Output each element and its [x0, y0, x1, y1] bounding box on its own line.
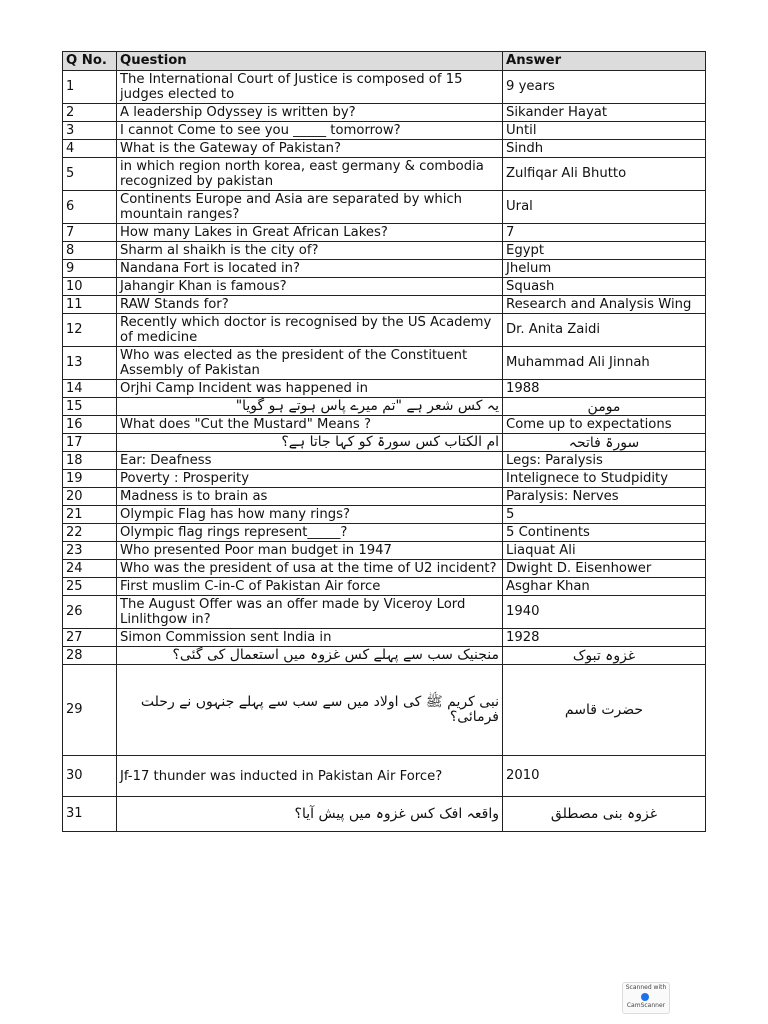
header-question: Question: [117, 52, 503, 71]
table-row: [63, 140, 706, 158]
cell-question: Sharm al shaikh is the city of?: [117, 242, 503, 260]
table-row: [63, 158, 706, 191]
cell-answer: Zulfiqar Ali Bhutto: [503, 158, 706, 191]
cell-question: Who presented Poor man budget in 1947: [117, 542, 503, 560]
cell-qno: 8: [63, 242, 117, 260]
cell-answer: غزوہ تبوک: [503, 647, 706, 665]
table-row: [63, 278, 706, 296]
table-row: [63, 470, 706, 488]
cell-qno: 23: [63, 542, 117, 560]
table-row: [63, 398, 706, 416]
cell-answer: سورۃ فاتحہ: [503, 434, 706, 452]
table-row: [63, 647, 706, 665]
table-row: [63, 71, 706, 104]
cell-qno: 2: [63, 104, 117, 122]
watermark-line1: Scanned with: [625, 984, 667, 991]
cell-answer: Sikander Hayat: [503, 104, 706, 122]
table-row: [63, 756, 706, 797]
qa-table: [62, 51, 706, 832]
table-row: [63, 224, 706, 242]
cell-question: Nandana Fort is located in?: [117, 260, 503, 278]
cell-answer: Asghar Khan: [503, 578, 706, 596]
cell-answer: Ural: [503, 191, 706, 224]
table-row: [63, 314, 706, 347]
cell-question: The International Court of Justice is composed of 15 judges elected to: [117, 71, 503, 104]
cell-question: Orjhi Camp Incident was happened in: [117, 380, 503, 398]
cell-qno: 12: [63, 314, 117, 347]
cell-question: Jahangir Khan is famous?: [117, 278, 503, 296]
table-row: [63, 797, 706, 832]
table-row: [63, 596, 706, 629]
table-row: [63, 560, 706, 578]
cell-question: Continents Europe and Asia are separated by which mountain ranges?: [117, 191, 503, 224]
cell-qno: 13: [63, 347, 117, 380]
cell-answer: Until: [503, 122, 706, 140]
cell-question: How many Lakes in Great African Lakes?: [117, 224, 503, 242]
cell-qno: 10: [63, 278, 117, 296]
cell-qno: 24: [63, 560, 117, 578]
cell-question: RAW Stands for?: [117, 296, 503, 314]
cell-answer: Intelignece to Studpidity: [503, 470, 706, 488]
table-row: [63, 452, 706, 470]
cell-question: منجنیک سب سے پہلے کس غزوہ میں استعمال کی گئی؟: [117, 647, 503, 665]
cell-answer: 1988: [503, 380, 706, 398]
table-row: [63, 629, 706, 647]
cell-question: Madness is to brain as: [117, 488, 503, 506]
cell-answer: 9 years: [503, 71, 706, 104]
table-row: [63, 524, 706, 542]
cell-qno: 15: [63, 398, 117, 416]
cell-question: Ear: Deafness: [117, 452, 503, 470]
cell-qno: 16: [63, 416, 117, 434]
header-qno: Q No.: [63, 52, 117, 71]
cell-question: Olympic flag rings represent_____?: [117, 524, 503, 542]
cell-answer: Muhammad Ali Jinnah: [503, 347, 706, 380]
cell-answer: Jhelum: [503, 260, 706, 278]
watermark-line2: CamScanner: [626, 1002, 666, 1009]
cell-answer: Research and Analysis Wing: [503, 296, 706, 314]
cell-answer: 5: [503, 506, 706, 524]
cell-question: What is the Gateway of Pakistan?: [117, 140, 503, 158]
cell-qno: 29: [63, 665, 117, 756]
table-row: [63, 296, 706, 314]
cell-question: Who was elected as the president of the Constituent Assembly of Pakistan: [117, 347, 503, 380]
cell-answer: Dr. Anita Zaidi: [503, 314, 706, 347]
table-row: [63, 122, 706, 140]
cell-qno: 20: [63, 488, 117, 506]
cell-question: Olympic Flag has how many rings?: [117, 506, 503, 524]
cell-answer: مومن: [503, 398, 706, 416]
table-row: [63, 506, 706, 524]
table-row: [63, 191, 706, 224]
cell-question: ام الکتاب کس سورۃ کو کہا جاتا ہے؟: [117, 434, 503, 452]
cell-answer: حضرت قاسم: [503, 665, 706, 756]
cell-answer: غزوہ بنی مصطلق: [503, 797, 706, 832]
camscanner-logo-icon: [641, 993, 649, 1001]
table-row: [63, 347, 706, 380]
cell-qno: 4: [63, 140, 117, 158]
cell-answer: 1928: [503, 629, 706, 647]
cell-question: یہ کس شعر ہے "تم میرے پاس ہوتے ہو گویا": [117, 398, 503, 416]
cell-answer: Legs: Paralysis: [503, 452, 706, 470]
cell-answer: 7: [503, 224, 706, 242]
cell-question: Jf-17 thunder was inducted in Pakistan Air Force?: [117, 756, 503, 797]
cell-answer: 2010: [503, 756, 706, 797]
cell-question: واقعہ افک کس غزوہ میں پیش آیا؟: [117, 797, 503, 832]
cell-answer: Paralysis: Nerves: [503, 488, 706, 506]
cell-question: Who was the president of usa at the time of U2 incident?: [117, 560, 503, 578]
table-row: [63, 416, 706, 434]
table-row: [63, 242, 706, 260]
cell-qno: 27: [63, 629, 117, 647]
cell-qno: 30: [63, 756, 117, 797]
table-row: [63, 434, 706, 452]
cell-question: First muslim C-in-C of Pakistan Air force: [117, 578, 503, 596]
cell-qno: 14: [63, 380, 117, 398]
table-row: [63, 578, 706, 596]
cell-qno: 19: [63, 470, 117, 488]
cell-qno: 11: [63, 296, 117, 314]
cell-question: The August Offer was an offer made by Viceroy Lord Linlithgow in?: [117, 596, 503, 629]
table-row: [63, 380, 706, 398]
header-row: [63, 52, 706, 71]
cell-question: in which region north korea, east germany & combodia recognized by pakistan: [117, 158, 503, 191]
cell-question: I cannot Come to see you _____ tomorrow?: [117, 122, 503, 140]
cell-qno: 6: [63, 191, 117, 224]
cell-qno: 21: [63, 506, 117, 524]
camscanner-watermark: [622, 982, 670, 1014]
cell-qno: 17: [63, 434, 117, 452]
cell-qno: 25: [63, 578, 117, 596]
table-row: [63, 104, 706, 122]
cell-question: Simon Commission sent India in: [117, 629, 503, 647]
table-row: [63, 542, 706, 560]
cell-question: What does "Cut the Mustard" Means ?: [117, 416, 503, 434]
cell-qno: 28: [63, 647, 117, 665]
cell-qno: 3: [63, 122, 117, 140]
cell-question: Poverty : Prosperity: [117, 470, 503, 488]
cell-qno: 1: [63, 71, 117, 104]
cell-qno: 5: [63, 158, 117, 191]
cell-answer: Squash: [503, 278, 706, 296]
header-answer: Answer: [503, 52, 706, 71]
cell-qno: 31: [63, 797, 117, 832]
cell-answer: Come up to expectations: [503, 416, 706, 434]
table-row: [63, 260, 706, 278]
cell-qno: 18: [63, 452, 117, 470]
cell-answer: Dwight D. Eisenhower: [503, 560, 706, 578]
cell-qno: 7: [63, 224, 117, 242]
cell-qno: 26: [63, 596, 117, 629]
cell-question: Recently which doctor is recognised by the US Academy of medicine: [117, 314, 503, 347]
table-row: [63, 488, 706, 506]
cell-qno: 22: [63, 524, 117, 542]
cell-question: A leadership Odyssey is written by?: [117, 104, 503, 122]
table-row: [63, 665, 706, 756]
cell-answer: 5 Continents: [503, 524, 706, 542]
cell-qno: 9: [63, 260, 117, 278]
cell-answer: 1940: [503, 596, 706, 629]
cell-answer: Liaquat Ali: [503, 542, 706, 560]
cell-answer: Sindh: [503, 140, 706, 158]
cell-answer: Egypt: [503, 242, 706, 260]
cell-question: نبی کریم ﷺ کی اولاد میں سے سب سے پہلے جنہوں نے رحلت فرمائی؟: [117, 665, 503, 756]
